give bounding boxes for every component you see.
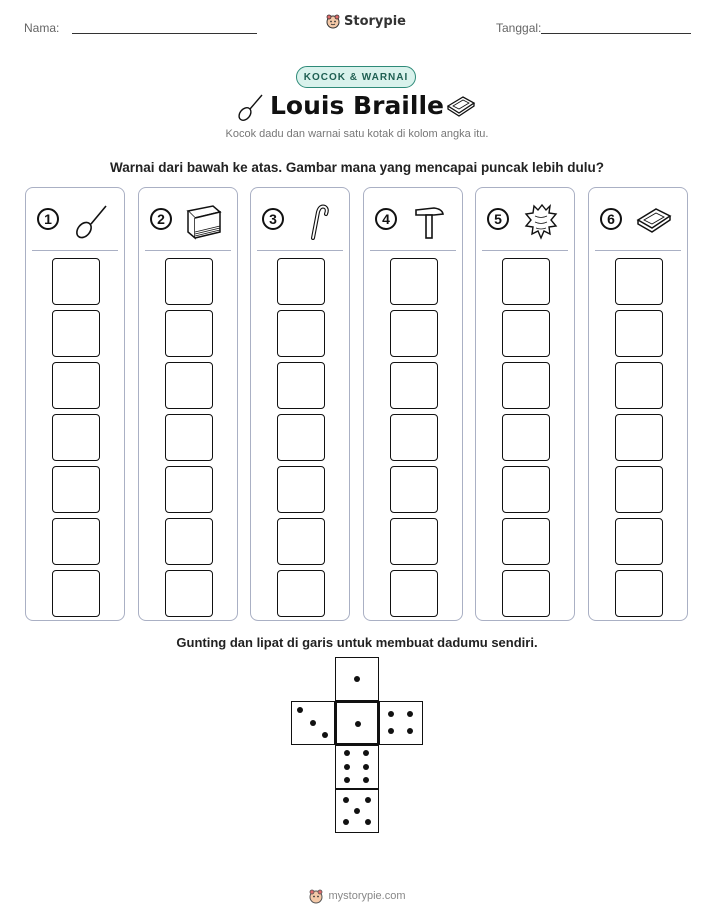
color-box[interactable]	[615, 570, 663, 617]
color-box[interactable]	[502, 570, 550, 617]
dice-pip	[344, 777, 350, 783]
dice-pip	[365, 797, 371, 803]
name-line[interactable]	[72, 33, 257, 34]
color-box[interactable]	[277, 258, 325, 305]
activity-badge: KOCOK & WARNAI	[296, 66, 416, 88]
column-number: 2	[150, 208, 172, 230]
color-box[interactable]	[165, 258, 213, 305]
color-box[interactable]	[277, 466, 325, 513]
footer	[0, 888, 714, 904]
instruction-bottom: Gunting dan lipat di garis untuk membuat dadumu sendiri.	[176, 635, 538, 650]
dice-pip	[388, 728, 394, 734]
dice-face-3	[291, 701, 335, 745]
column-5	[475, 187, 575, 621]
instruction-top: Warnai dari bawah ke atas. Gambar mana yang mencapai puncak lebih dulu?	[110, 160, 604, 175]
dice-pip	[343, 819, 349, 825]
column-divider	[257, 250, 343, 251]
dice-pip	[322, 732, 328, 738]
color-box[interactable]	[52, 414, 100, 461]
page-subtitle: Kocok dadu dan warnai satu kotak di kolom angka itu.	[225, 128, 489, 140]
color-box[interactable]	[52, 570, 100, 617]
storypie-mascot-icon	[308, 888, 324, 904]
hammer-icon	[410, 202, 448, 240]
cane-icon	[297, 202, 335, 240]
color-box[interactable]	[502, 310, 550, 357]
brand-logo	[325, 13, 406, 29]
color-box[interactable]	[277, 362, 325, 409]
color-box[interactable]	[390, 570, 438, 617]
color-box[interactable]	[165, 362, 213, 409]
dice-pip	[344, 750, 350, 756]
dice-pip	[365, 819, 371, 825]
column-divider	[145, 250, 231, 251]
dice-pip	[343, 797, 349, 803]
dice-pip	[344, 764, 350, 770]
color-box[interactable]	[52, 310, 100, 357]
color-box[interactable]	[390, 414, 438, 461]
color-box[interactable]	[277, 310, 325, 357]
column-3	[250, 187, 350, 621]
dice-pip	[363, 777, 369, 783]
slate-icon	[445, 94, 477, 120]
color-box[interactable]	[277, 570, 325, 617]
dice-face-6	[335, 745, 379, 789]
color-box[interactable]	[52, 518, 100, 565]
color-box[interactable]	[502, 258, 550, 305]
storypie-mascot-icon	[325, 13, 341, 29]
color-box[interactable]	[165, 466, 213, 513]
awl-icon	[72, 202, 110, 240]
color-box[interactable]	[52, 258, 100, 305]
color-box[interactable]	[615, 258, 663, 305]
date-label: Tanggal:	[496, 21, 542, 35]
dice-pip	[355, 721, 361, 727]
column-number: 3	[262, 208, 284, 230]
name-label: Nama:	[24, 21, 60, 35]
color-box[interactable]	[390, 518, 438, 565]
color-box[interactable]	[615, 518, 663, 565]
column-divider	[482, 250, 568, 251]
color-box[interactable]	[390, 362, 438, 409]
color-box[interactable]	[502, 414, 550, 461]
dice-face-5	[335, 789, 379, 833]
color-box[interactable]	[390, 258, 438, 305]
color-box[interactable]	[615, 466, 663, 513]
color-box[interactable]	[277, 518, 325, 565]
column-number: 1	[37, 208, 59, 230]
color-box[interactable]	[165, 570, 213, 617]
dice-pip	[407, 711, 413, 717]
color-box[interactable]	[390, 466, 438, 513]
dice-face-4	[379, 701, 423, 745]
dice-pip	[354, 808, 360, 814]
color-box[interactable]	[502, 362, 550, 409]
column-2	[138, 187, 238, 621]
column-number: 4	[375, 208, 397, 230]
dice-pip	[407, 728, 413, 734]
color-box[interactable]	[615, 310, 663, 357]
color-box[interactable]	[165, 414, 213, 461]
column-number: 5	[487, 208, 509, 230]
column-6	[588, 187, 688, 621]
color-box[interactable]	[165, 310, 213, 357]
dice-face-1	[335, 701, 379, 745]
dice-face-1	[335, 657, 379, 701]
column-divider	[370, 250, 456, 251]
color-box[interactable]	[52, 362, 100, 409]
color-box[interactable]	[52, 466, 100, 513]
color-box[interactable]	[502, 466, 550, 513]
leather-hide-icon	[522, 202, 560, 240]
column-1	[25, 187, 125, 621]
slate-icon	[635, 202, 673, 240]
footer-url[interactable]: mystorypie.com	[328, 890, 406, 902]
color-box[interactable]	[615, 414, 663, 461]
column-4	[363, 187, 463, 621]
book-icon	[185, 202, 223, 240]
dice-pip	[297, 707, 303, 713]
color-box[interactable]	[502, 518, 550, 565]
color-box[interactable]	[615, 362, 663, 409]
page-title: Louis Braille	[270, 91, 444, 120]
column-divider	[595, 250, 681, 251]
date-line[interactable]	[541, 33, 691, 34]
color-box[interactable]	[390, 310, 438, 357]
dice-pip	[310, 720, 316, 726]
dice-pip	[363, 764, 369, 770]
column-number: 6	[600, 208, 622, 230]
color-box[interactable]	[277, 414, 325, 461]
column-divider	[32, 250, 118, 251]
dice-pip	[363, 750, 369, 756]
dice-pip	[388, 711, 394, 717]
dice-pip	[354, 676, 360, 682]
brand-name: Storypie	[344, 13, 406, 29]
color-box[interactable]	[165, 518, 213, 565]
